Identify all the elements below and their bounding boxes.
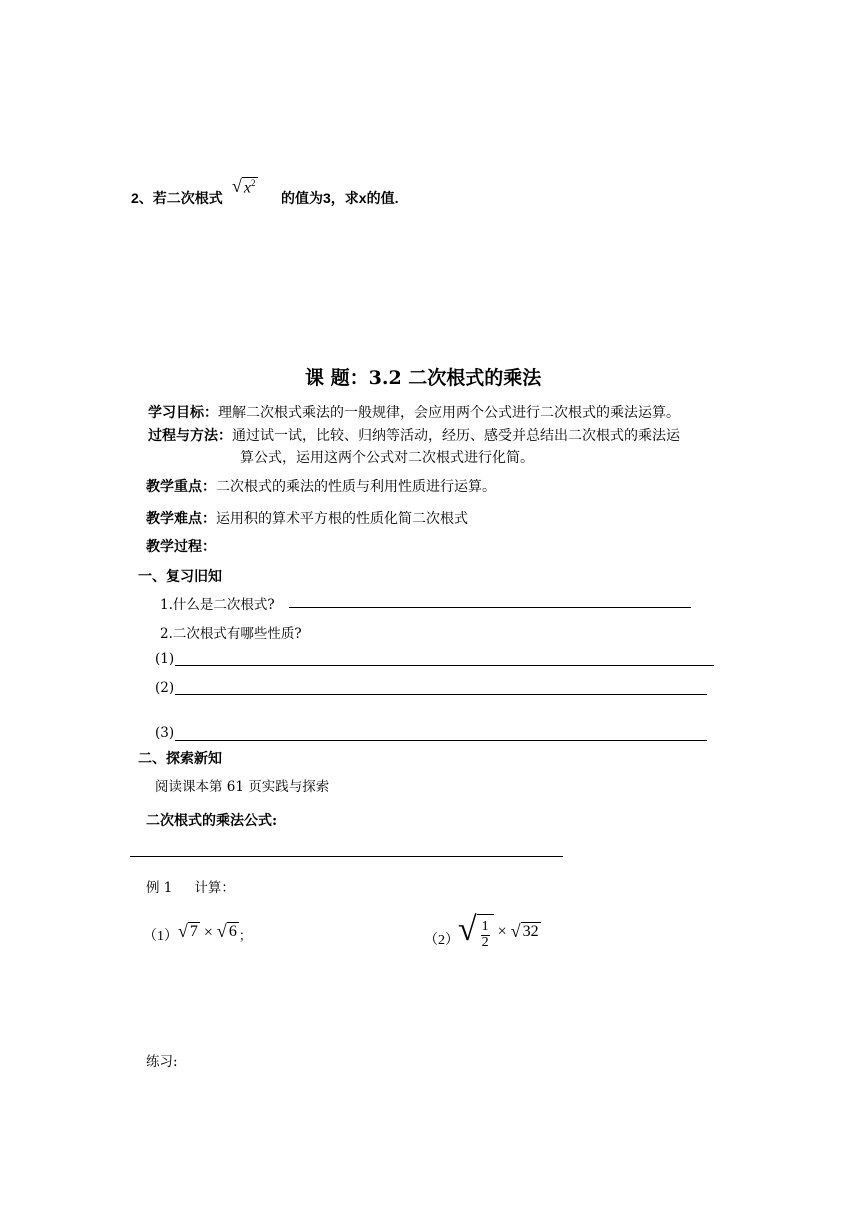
problem-2-expression: [458, 911, 541, 950]
formula-answer-line: [130, 856, 563, 857]
radicand-32: 32: [522, 923, 539, 941]
radical-sign-icon: √: [510, 921, 521, 942]
example-label: 例 1: [146, 880, 173, 896]
review-question-1: 1.什么是二次根式?: [160, 597, 275, 613]
review-question-2: 2.二次根式有哪些性质?: [160, 626, 302, 642]
section-1-heading: 一、复习旧知: [138, 569, 222, 585]
radical-sign-icon: √: [232, 176, 242, 196]
radical-sign-icon: √: [216, 921, 227, 941]
property-item-3-label: (3): [155, 725, 175, 741]
key-point: [146, 476, 496, 496]
objectives-text: 理解二次根式乘法的一般规律，会应用两个公式进行二次根式的乘法运算。: [218, 405, 680, 421]
process-method-line2: 算公式，运用这两个公式对二次根式进行化简。: [240, 450, 534, 466]
radical-sign-icon: √: [178, 921, 188, 941]
sqrt-x-squared: [232, 177, 258, 198]
problem-2-number: （2）: [424, 933, 459, 948]
practice-label: 练习:: [146, 1054, 178, 1070]
objectives-label: 学习目标：: [148, 405, 218, 421]
question-2-suffix: 的值为3，求x的值.: [281, 190, 399, 206]
property-item-2-label: (2): [155, 680, 175, 696]
difficulty-label: 教学难点：: [146, 511, 216, 527]
radicand-7: 7: [189, 923, 198, 940]
problem-1-number: （1）: [143, 929, 178, 944]
fraction-numerator: 1: [481, 919, 489, 934]
reading-instruction: 阅读课本第 61 页实践与探索: [155, 779, 330, 795]
problem-1: [143, 925, 178, 945]
example-instruction: 计算：: [194, 880, 235, 896]
radicand-x: x: [243, 179, 251, 197]
key-point-label: 教学重点：: [146, 479, 216, 495]
difficulty: [146, 508, 468, 528]
process-method-label: 过程与方法：: [148, 428, 232, 444]
fraction-denominator: 2: [481, 934, 489, 950]
times-sign: ×: [497, 923, 507, 941]
problem-1-expression: [178, 922, 252, 944]
example-1: [146, 876, 235, 896]
property-line-2: [175, 694, 707, 695]
radicand-6: 6: [228, 923, 237, 940]
property-line-1: [175, 665, 714, 666]
property-item-1-label: (1): [155, 651, 175, 667]
semicolon: ；: [238, 928, 252, 943]
question-2: [131, 188, 223, 208]
answer-line-1: [289, 607, 691, 608]
property-line-3: [175, 740, 707, 741]
key-point-text: 二次根式的乘法的性质与利用性质进行运算。: [216, 479, 496, 495]
radical-sign-icon: √: [458, 911, 477, 948]
objectives: [148, 402, 680, 422]
exponent-2: 2: [251, 178, 256, 188]
question-2-prefix: 2、若二次根式: [131, 190, 223, 206]
formula-label: 二次根式的乘法公式:: [146, 813, 278, 829]
process-method-line1: 通过试一试，比较、归纳等活动，经历、感受并总结出二次根式的乘法运: [232, 428, 680, 444]
times-sign: ×: [203, 924, 213, 941]
process-method: [148, 425, 680, 445]
difficulty-text: 运用积的算术平方根的性质化简二次根式: [216, 511, 468, 527]
page-title: 课 题：3.2 二次根式的乘法: [305, 367, 542, 389]
procedure-label: 教学过程：: [146, 539, 216, 555]
section-2-heading: 二、探索新知: [138, 751, 222, 767]
